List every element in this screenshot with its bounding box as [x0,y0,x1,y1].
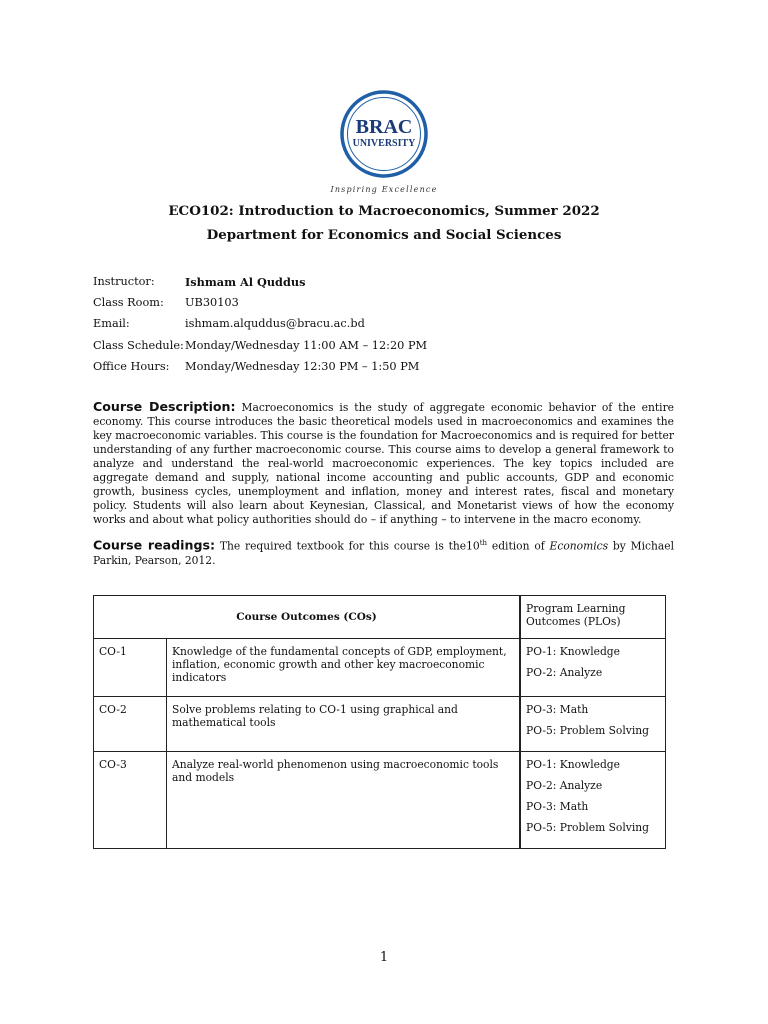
plo-item: PO-1: Knowledge [526,758,620,771]
logo-text-brac: BRAC [355,116,413,138]
course-title: ECO102: Introduction to Macroeconomics, Summer 2022 [168,203,600,219]
info-label: Class Room: [93,296,164,310]
plo-item: PO-3: Math [526,800,589,813]
readings-text-b: edition of [487,539,550,553]
instructor-name: Ishmam Al Quddus [185,274,306,289]
course-description-heading: Course Description: [93,399,236,414]
info-row-schedule [93,335,427,356]
brac-university-logo [314,90,454,198]
co-plos [520,697,666,752]
department-title: Department for Economics and Social Sciences [206,227,562,243]
email-value[interactable]: ishmam.alquddus@bracu.ac.bd [185,317,365,331]
course-info-block [93,271,427,377]
readings-superscript: th [479,539,488,547]
course-outcomes-table [93,595,666,849]
info-label: Office Hours: [93,359,170,373]
co-description: Knowledge of the fundamental concepts of GDP, employment, inflation, economic growth and other key macroeconomic indicators [167,639,521,697]
course-description [93,400,674,527]
course-readings [93,536,674,568]
info-row-email [93,313,427,334]
info-label: Instructor: [93,275,155,289]
co-description: Solve problems relating to CO-1 using graphical and mathematical tools [167,697,521,752]
readings-text-c: by Michael Parkin, Pearson, 2012. [93,539,674,567]
info-row-office-hours [93,356,427,377]
readings-text-a: The required textbook for this course is the10 [215,539,480,553]
office-hours-value: Monday/Wednesday 12:30 PM – 1:50 PM [185,359,420,373]
plo-item: PO-1: Knowledge [526,645,620,658]
table-header-row [94,596,666,639]
header-plos: Program Learning Outcomes (PLOs) [520,596,666,639]
header-course-outcomes: Course Outcomes (COs) [94,596,521,639]
table-row [94,639,666,697]
co-description: Analyze real-world phenomenon using macroeconomic tools and models [167,752,521,849]
plo-item: PO-5: Problem Solving [526,724,649,737]
classroom-value: UB30103 [185,296,239,310]
readings-book-title: Economics [549,539,609,553]
co-id: CO-2 [94,697,167,752]
co-plos [520,639,666,697]
co-id: CO-3 [94,752,167,849]
plo-item: PO-5: Problem Solving [526,821,649,834]
info-row-classroom [93,292,427,313]
table-row [94,697,666,752]
course-description-text: Macroeconomics is the study of aggregate economic behavior of the entire economy. This course introduces the basic theoretical models used in macroeconomics and examines the key macroeconomic variables. This course is the foundation for Macroeconomics and is required for better understanding of any further macroeconomic course. This course aims to develop a general framework to analyze and understand the real-world macroeconomic experiences. The key topics included are aggregate demand and supply, national income accounting and public accounts, GDP and economic growth, business cycles, unemployment and inflation, money and interest rates, fiscal and monetary policy. Students will also learn about Keynesian, Classical, and Monetarist views of how the economy works and about what policy authorities should do – if anything – to intervene in the macro economy. [93,401,675,526]
info-row-instructor [93,271,427,292]
plo-item: PO-2: Analyze [526,666,603,679]
logo-tagline: Inspiring Excellence [330,185,438,194]
co-id: CO-1 [94,639,167,697]
table-row [94,752,666,849]
co-plos [520,752,666,849]
page-number: 1 [379,950,389,965]
logo-text-university: UNIVERSITY [352,138,416,149]
schedule-value: Monday/Wednesday 11:00 AM – 12:20 PM [185,338,428,352]
info-label: Email: [93,317,130,331]
info-label: Class Schedule: [93,338,184,352]
plo-item: PO-3: Math [526,703,589,716]
plo-item: PO-2: Analyze [526,779,603,792]
course-readings-heading: Course readings: [93,537,216,553]
